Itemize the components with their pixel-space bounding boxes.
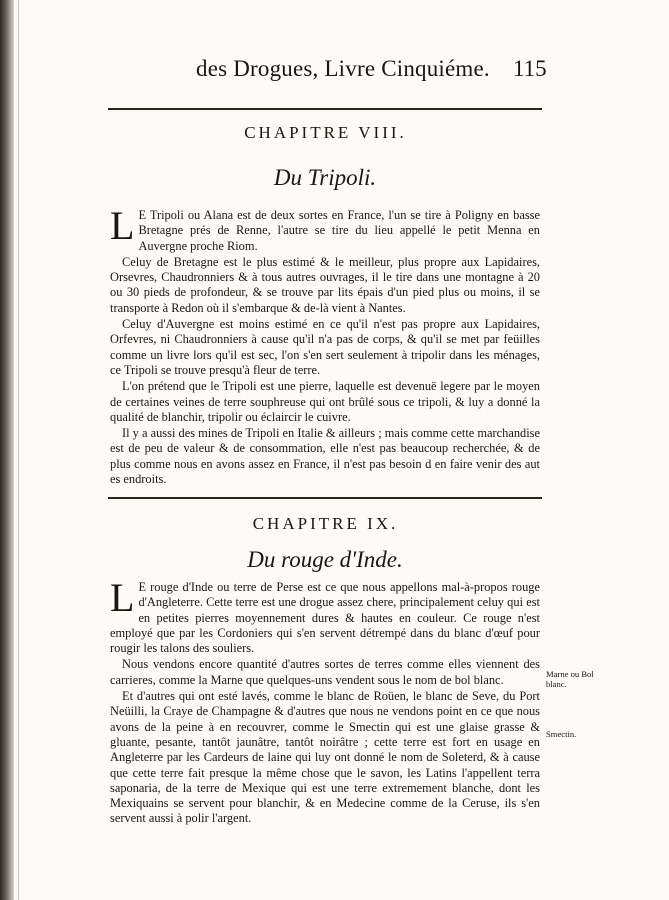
paragraph xyxy=(110,575,540,656)
paragraph-text: E rouge d'Inde ou terre de Perse est ce que nous appellons mal-à-propos rouge d'Angleterre. Cette terre est une drogue assez chere, principalement celuy qui est en petites pierres moyennement dures & hautes en couleur. Ce rouge n'est employé que par les Cordoniers qui s'en servent détrempé dans du blanc d'œuf pour rougir les talons des souliers. xyxy=(110,580,540,656)
chapter-9-heading: CHAPITRE IX. xyxy=(252,514,399,533)
paragraph: L'on prétend que le Tripoli est une pierre, laquelle est devenuë legere par le moyen de certaines veines de terre souphreuse qui ont brûlé sous ce tripoli, & luy a donné la qualité de blanchir, tripolir ou éclaircir le cuivre. xyxy=(110,379,540,424)
chapter-8-body xyxy=(110,203,540,488)
drop-cap: L xyxy=(110,203,135,248)
paragraph: Nous vendons encore quantité d'autres sortes de terres comme elles viennent des carrieres, comme la Marne que quelques-uns vendent sous le nom de bol blanc. xyxy=(110,657,540,687)
header-rule xyxy=(108,108,542,110)
chapter-9-title: Du rouge d'Inde. xyxy=(247,547,403,572)
paragraph: Celuy d'Auvergne est moins estimé en ce qu'il n'est pas propre aux Lapidaires, Orfevres, ni Chaudronniers à cause qu'il n'a pas de corps, & qu'il se met par feüilles comme un livre lors qu'il est sec, l'on s'en sert seulement à tripolir dans les ménages, ce Tripoli se trouve presqu'à fleur de terre. xyxy=(110,317,540,377)
marginal-note: Marne ou Bol blanc. xyxy=(546,669,594,689)
running-head: des Drogues, Livre Cinquiéme. xyxy=(196,56,490,81)
paragraph-text: E Tripoli ou Alana est de deux sortes en France, l'un se tire à Poligny en basse Bretagne prés de Renne, l'autre se tire du lieu appellé le petit Menna en Auvergne proche Riom. xyxy=(138,208,540,253)
section-rule xyxy=(108,497,542,499)
paragraph: Il y a aussi des mines de Tripoli en Italie & ailleurs ; mais comme cette marchandise est de peu de valeur & de consommation, elle n'est pas beaucoup recherchée, & de plus comme nous en avons assez en France, il n'est pas besoin d en faire venir des aut es endroits. xyxy=(110,426,540,487)
chapter-9-body xyxy=(110,575,540,828)
paragraph: Et d'autres qui ont esté lavés, comme le blanc de Roüen, le blanc de Seve, du Port Neüilli, la Craye de Champagne & d'autres que nous ne vendons point en ce que nous avons de la peine à en recouvrer, comme le Smectin qui est une glaise grasse & gluante, pesante, tantôt jaunâtre, tantôt noirâtre ; cette terre est fort en usage en Angleterre par les Cardeurs de laine qui luy ont donné le nom de Soleterd, & à cause que cette terre fait presque la même chose que le savon, les Latins l'appellent terra saponaria, de la terre de Mexique qui est une terre extremement blanche, dont les Mexiquains se servent pour blanchir, & en Medecine comme de la Ceruse, ils s'en servent aussi à polir l'argent. xyxy=(110,689,540,826)
drop-cap: L xyxy=(110,575,135,620)
chapter-8-heading: CHAPITRE VIII. xyxy=(244,123,407,142)
paragraph: Celuy de Bretagne est le plus estimé & le meilleur, plus propre aux Lapidaires, Orsevres, Chaudronniers & à tous autres ouvrages, il le tire dans une montagne à 20 ou 30 pieds de profondeur, & se trouve par lits épais d'un pied plus ou moins, il se transporte à Redon où il s'embarque & de-là vient à Nantes. xyxy=(110,254,540,315)
paragraph xyxy=(110,203,540,254)
marginal-note: Smectin. xyxy=(546,729,577,739)
chapter-8-title: Du Tripoli. xyxy=(273,165,377,190)
page-number: 115 xyxy=(513,56,547,81)
